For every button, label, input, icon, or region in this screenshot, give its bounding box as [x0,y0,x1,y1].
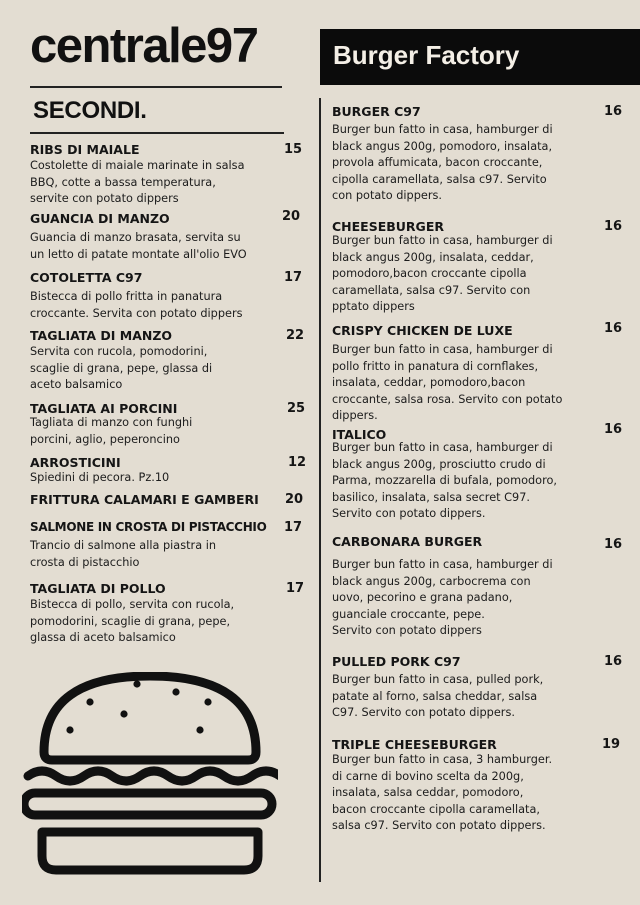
item-description: Burger bun fatto in casa, hamburger di pollo fritto in panatura di cornflakes, insalata, ceddar, pomodoro,bacon croccante, salsa rosa. Servito con potato dippers. [332,343,563,423]
item-name: FRITTURA CALAMARI E GAMBERI [30,492,259,507]
section-underline [30,132,284,134]
item-description: Burger bun fatto in casa, hamburger di black angus 200g, insalata, ceddar, pomodoro,bacon croccante cipolla caramellata, salsa c97. Servito con pptato dippers [332,234,553,314]
burger-factory-banner [320,29,640,85]
brand-logo: centrale97 [30,19,258,73]
item-description: Guancia di manzo brasata, servita su un letto di patate montate all'olio EVO [30,231,247,261]
item-name: ARROSTICINI [30,455,121,470]
item-name: SALMONE IN CROSTA DI PISTACCHIO [30,520,267,534]
burger-icon [22,672,278,878]
item-price: 12 [288,455,307,470]
item-price: 16 [604,537,623,552]
item-price: 16 [604,219,623,234]
item-price: 25 [287,401,306,416]
item-name: PULLED PORK C97 [332,654,461,669]
brand-underline [30,86,282,88]
item-name: RIBS DI MAIALE [30,142,140,157]
item-price: 17 [284,270,303,285]
item-price: 22 [286,328,305,343]
item-description: Burger bun fatto in casa, hamburger di black angus 200g, prosciutto crudo di Parma, mozzarella di bufala, pomodoro, basilico, insalata, salsa secret C97. Servito con potato dippers. [332,441,557,521]
item-description: Tagliata di manzo con funghi porcini, aglio, peperoncino [30,416,193,446]
banner-title: Burger Factory [333,40,520,70]
burger-lettuce [28,771,278,781]
item-price: 17 [284,520,303,535]
item-price: 16 [604,321,623,336]
item-name: CARBONARA BURGER [332,534,483,549]
burger-patty [24,793,272,815]
item-price: 20 [285,492,304,507]
item-name: TRIPLE CHEESEBURGER [332,737,497,752]
item-name: CHEESEBURGER [332,219,444,234]
item-name: COTOLETTA C97 [30,270,143,285]
item-name: BURGER C97 [332,104,421,119]
item-description: Servita con rucola, pomodorini, scaglie di grana, pepe, glassa di aceto balsamico [30,345,213,392]
section-title-secondi: SECONDI. [33,97,147,124]
column-divider [319,98,321,882]
item-price: 19 [602,737,621,752]
item-description: Burger bun fatto in casa, hamburger di black angus 200g, carbocrema con uovo, pecorino e grana padano, guanciale croccante, pepe. Servito con potato dippers [332,558,553,638]
item-name: TAGLIATA AI PORCINI [30,401,178,416]
item-description: Burger bun fatto in casa, pulled pork, patate al forno, salsa cheddar, salsa C97. Servito con potato dippers. [332,673,544,720]
item-price: 20 [282,209,301,224]
item-description: Bistecca di pollo fritta in panatura croccante. Servita con potato dippers [30,290,243,320]
item-description: Bistecca di pollo, servita con rucola, pomodorini, scaglie di grana, pepe, glassa di aceto balsamico [30,598,235,645]
item-price: 16 [604,104,623,119]
item-price: 16 [604,654,623,669]
burger-bottom-bun [42,832,258,870]
item-name: CRISPY CHICKEN DE LUXE [332,323,513,338]
item-name: TAGLIATA DI MANZO [30,328,173,343]
item-name: TAGLIATA DI POLLO [30,581,166,596]
item-name: GUANCIA DI MANZO [30,211,170,226]
item-name: ITALICO [332,427,387,442]
item-description: Burger bun fatto in casa, hamburger di black angus 200g, pomodoro, insalata, provola affumicata, bacon croccante, cipolla caramellata, salsa c97. Servito con potato dippers. [332,123,553,203]
item-description: Costolette di maiale marinate in salsa BBQ, cotte a bassa temperatura, servite con potato dippers [30,159,245,206]
item-description: Burger bun fatto in casa, 3 hamburger. di carne di bovino scelta da 200g, insalata, salsa ceddar, pomodoro, bacon croccante cipolla caramellata, salsa c97. Servito con potato dippers. [332,753,553,833]
item-price: 17 [286,581,305,596]
burger-top-bun [44,676,256,760]
item-description: Spiedini di pecora. Pz.10 [30,471,170,484]
item-description: Trancio di salmone alla piastra in crosta di pistacchio [30,539,217,569]
item-price: 15 [284,142,303,157]
item-price: 16 [604,422,623,437]
